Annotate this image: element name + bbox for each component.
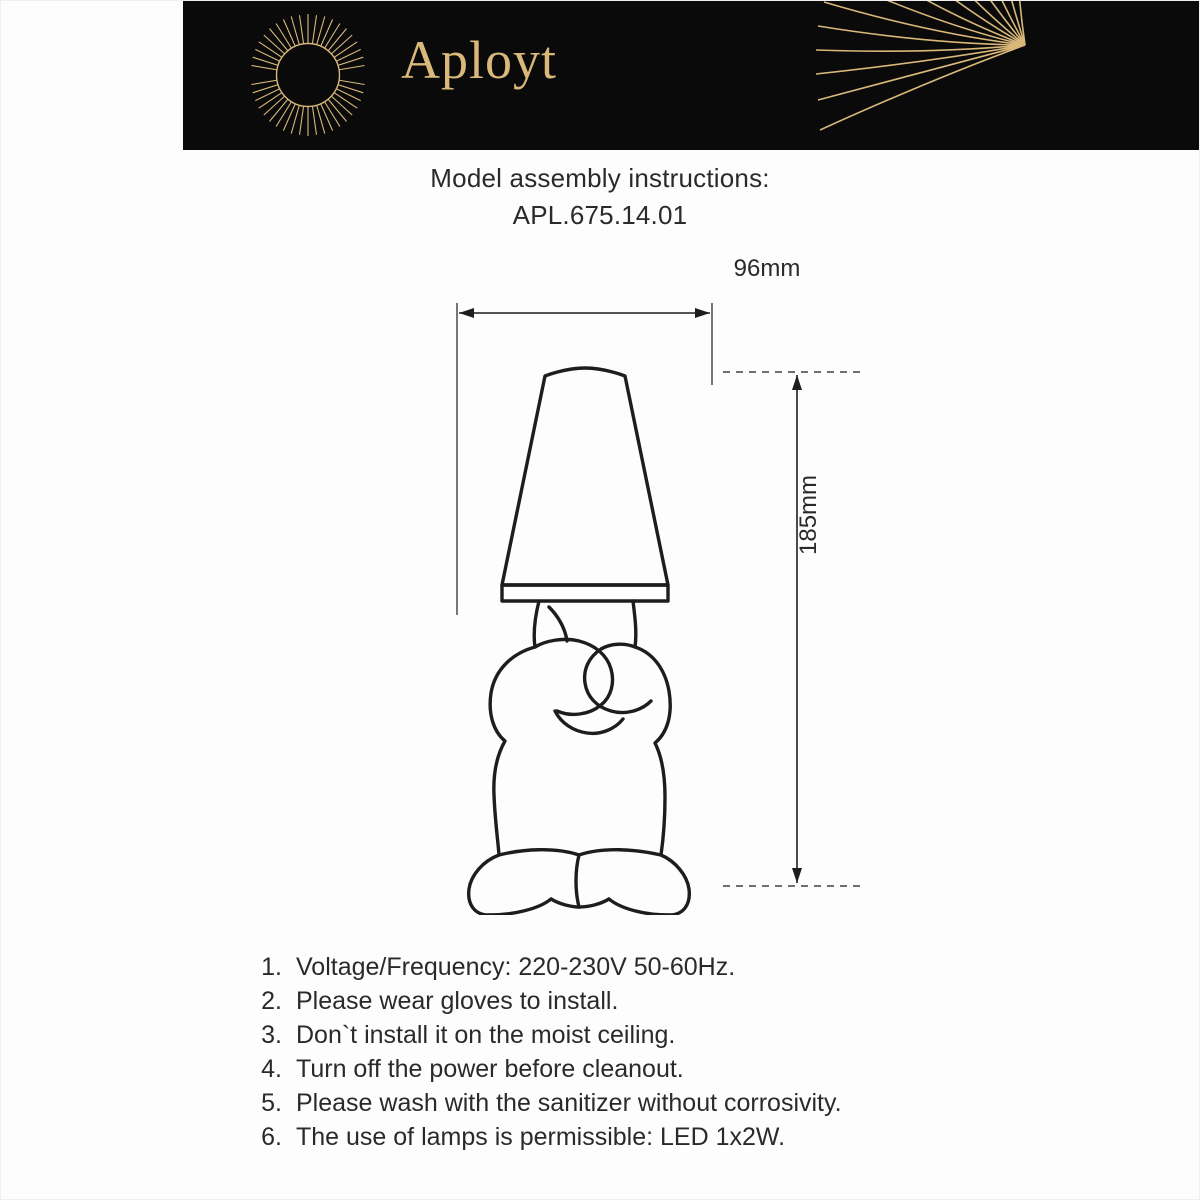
bear-table-lamp-outline-icon bbox=[502, 368, 668, 601]
height-dimension-label: 185mm bbox=[795, 474, 822, 555]
page-title-line-1: Model assembly instructions: bbox=[430, 163, 770, 193]
list-item-number: 5. bbox=[261, 1089, 282, 1117]
instruction-list bbox=[240, 950, 1140, 1154]
list-item-number: 1. bbox=[261, 953, 282, 981]
brand-banner bbox=[183, 0, 1200, 150]
lamp-outline-drawing bbox=[183, 255, 1083, 915]
list-item bbox=[240, 984, 1140, 1018]
list-item-text: Don`t install it on the moist ceiling. bbox=[296, 1021, 676, 1049]
list-item bbox=[240, 950, 1140, 984]
horizontal-dimension-arrow-icon bbox=[459, 308, 710, 318]
list-item-number: 3. bbox=[261, 1021, 282, 1049]
vertical-dimension-arrow-icon bbox=[792, 375, 802, 883]
list-item bbox=[240, 1018, 1140, 1052]
brand-name: Aployt bbox=[401, 30, 558, 90]
product-dimension-drawing bbox=[183, 255, 1083, 915]
list-item bbox=[240, 1052, 1140, 1086]
list-item-text: Voltage/Frequency: 220-230V 50-60Hz. bbox=[296, 953, 736, 981]
page-title bbox=[0, 163, 1200, 231]
list-item-text: Turn off the power before cleanout. bbox=[296, 1055, 684, 1083]
sunburst-logo-icon bbox=[243, 10, 373, 140]
width-dimension-label: 96mm bbox=[733, 255, 801, 282]
list-item bbox=[240, 1086, 1140, 1120]
model-code: APL.675.14.01 bbox=[512, 200, 688, 230]
list-item-text: The use of lamps is permissible: LED 1x2W. bbox=[296, 1123, 786, 1151]
list-item-number: 4. bbox=[261, 1055, 282, 1083]
radial-rays-decoration-icon bbox=[810, 0, 1200, 150]
list-item bbox=[240, 1120, 1140, 1154]
list-item-text: Please wash with the sanitizer without corrosivity. bbox=[296, 1089, 842, 1117]
list-item-number: 6. bbox=[261, 1123, 282, 1151]
list-item-number: 2. bbox=[261, 987, 282, 1015]
list-item-text: Please wear gloves to install. bbox=[296, 987, 619, 1015]
